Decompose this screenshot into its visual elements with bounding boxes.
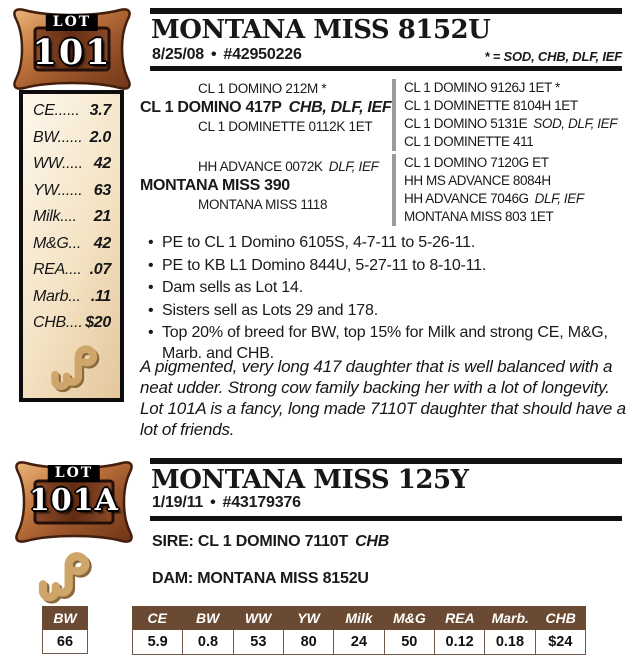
header-rule-top — [150, 8, 622, 14]
dam-label: DAM: — [152, 570, 198, 587]
stat-value: 63 — [93, 181, 111, 199]
sire-ancestors-group — [392, 79, 628, 151]
bullet-separator: • — [210, 46, 217, 63]
pedigree-gap — [140, 136, 390, 158]
stat-value: 42 — [93, 234, 111, 252]
epd-table — [132, 606, 586, 655]
epd-value-cell: 80 — [283, 630, 333, 654]
sale-notes-list — [148, 233, 622, 366]
sire-label: SIRE: — [152, 533, 198, 550]
stat-label: CHB.... — [33, 314, 83, 331]
stat-label: REA.... — [33, 261, 82, 278]
stat-row-chb — [33, 314, 111, 341]
trait-codes: CHB — [355, 533, 390, 550]
pedigree-ancestor: CL 1 DOMINO 9126J 1ET * — [404, 80, 560, 95]
lot-101a-badge — [8, 456, 140, 548]
stat-value: 2.0 — [89, 128, 111, 146]
lot1-date-registration — [152, 46, 302, 64]
stat-row-ww — [33, 155, 111, 182]
pedigree-parents-column — [140, 80, 390, 214]
stat-row-mg — [33, 235, 111, 262]
epd-header-cell: Milk — [334, 606, 384, 630]
lot-badge-label: LOT — [48, 465, 100, 482]
sale-note: • Dam sells as Lot 14. — [148, 278, 622, 299]
pedigree-ancestor: CL 1 DOMINO 7120G ET — [404, 155, 549, 170]
epd-header-cell: CE — [132, 606, 182, 630]
sale-note: • PE to KB L1 Domino 844U, 5-27-11 to 8-10-11. — [148, 256, 622, 277]
stat-value: .11 — [90, 287, 111, 305]
epd-value-cell: 0.12 — [434, 630, 484, 654]
bullet-icon: • — [148, 324, 154, 341]
sire-line — [152, 533, 389, 551]
stat-label: M&G... — [33, 234, 81, 252]
header-rule-bottom — [150, 516, 622, 521]
birth-date: 8/25/08 — [152, 46, 204, 63]
lot-badge-number: 101A — [29, 483, 119, 518]
stat-label: CE...... — [33, 102, 80, 119]
epd-value-cell: 50 — [384, 630, 434, 654]
stat-value: 21 — [93, 208, 111, 225]
stat-row-rea — [33, 261, 111, 288]
bullet-icon: • — [148, 256, 154, 274]
bullet-icon: • — [148, 279, 154, 296]
ranch-brand-icon — [45, 342, 105, 394]
epd-header-cell: REA — [435, 606, 485, 630]
trait-codes: DLF, IEF — [534, 191, 584, 206]
lot-badge-number: 101 — [32, 32, 112, 73]
pedigree-sire-dam: CL 1 DOMINETTE 0112K 1ET — [198, 119, 373, 134]
lot1-subline — [152, 46, 622, 64]
epd-value-row — [132, 630, 586, 655]
epd-value-cell: 0.18 — [484, 630, 534, 654]
pedigree-ancestor: HH MS ADVANCE 8084H — [404, 173, 551, 188]
stat-label: Milk.... — [33, 208, 77, 225]
pedigree-ancestor: CL 1 DOMINETTE 8104H 1ET — [404, 98, 578, 113]
lot1-title: MONTANA MISS 8152U — [151, 15, 491, 45]
stat-row-ce — [33, 102, 111, 129]
trait-codes: DLF, IEF — [328, 159, 379, 174]
lot-description: A pigmented, very long 417 daughter that is well balanced with a neat udder. Strong cow family backing her with a lot of longevity. Lot 101A is a fancy, long made 7110T daughter that should have a lot of friends. — [140, 357, 626, 439]
epd-header-cell: CHB — [536, 606, 586, 630]
birth-date: 1/19/11 — [152, 494, 204, 511]
registration-number: #43179376 — [222, 494, 301, 511]
epd-value-cell: 0.8 — [182, 630, 232, 654]
stat-row-marb — [33, 288, 111, 315]
stat-value: 42 — [93, 155, 111, 172]
sale-note: • Sisters sell as Lots 29 and 178. — [148, 301, 622, 322]
sale-note: • PE to CL 1 Domino 6105S, 4-7-11 to 5-26-11. — [148, 233, 622, 254]
stat-label: WW..... — [33, 155, 83, 172]
epd-value-cell: 5.9 — [133, 630, 182, 654]
dam-line — [152, 570, 369, 588]
pedigree-dam-dam: MONTANA MISS 1118 — [198, 197, 328, 212]
bullet-separator: • — [210, 494, 216, 511]
sire-name: CL 1 DOMINO 7110T — [197, 533, 349, 550]
stat-label: BW...... — [33, 128, 83, 146]
lot-badge-label: LOT — [46, 14, 98, 31]
epd-stats-list — [33, 102, 111, 341]
stat-label: YW...... — [33, 181, 83, 199]
epd-value-cell: 53 — [233, 630, 283, 654]
bullet-icon: • — [148, 301, 154, 319]
stat-label: Marb... — [33, 287, 81, 305]
registration-number: #42950226 — [223, 46, 302, 63]
epd-value-cell: $24 — [535, 630, 585, 654]
sale-note: • Top 20% of breed for BW, top 15% for Milk and strong CE, M&G, Marb. and CHB. — [148, 323, 622, 364]
epd-stats-sidebar — [19, 90, 124, 402]
bullet-icon: • — [148, 234, 154, 251]
bw-header-cell: BW — [42, 606, 88, 630]
pedigree-dam: MONTANA MISS 390 — [140, 177, 290, 194]
epd-value-cell: 24 — [333, 630, 383, 654]
pedigree-ancestor: MONTANA MISS 803 1ET — [404, 209, 554, 224]
trait-codes: CHB, DLF, IEF — [288, 99, 392, 116]
pedigree-ancestor: CL 1 DOMINETTE 411 — [404, 134, 534, 149]
stat-row-yw — [33, 182, 111, 209]
dam-name: MONTANA MISS 8152U — [197, 570, 369, 587]
lot2-date-registration — [152, 494, 301, 512]
lot2-subline — [152, 494, 622, 512]
asterisk-legend: * = SOD, CHB, DLF, IEF — [484, 49, 622, 64]
birth-weight-table — [42, 606, 88, 654]
dam-ancestors-group — [392, 154, 628, 226]
stat-value: 3.7 — [89, 102, 111, 119]
bw-value-cell: 66 — [42, 630, 88, 654]
epd-header-cell: Marb. — [485, 606, 535, 630]
pedigree-grandparents-column — [392, 79, 628, 226]
epd-header-cell: M&G — [384, 606, 434, 630]
epd-header-cell: YW — [283, 606, 333, 630]
pedigree-ancestor: HH ADVANCE 7046G DLF, IEF — [404, 191, 584, 206]
pedigree-sire: CL 1 DOMINO 417P CHB, DLF, IEF — [140, 99, 392, 116]
header-rule-bottom — [150, 66, 622, 71]
lot-101-badge — [6, 5, 138, 93]
stat-value: $20 — [85, 314, 111, 331]
trait-codes: SOD, DLF, IEF — [533, 116, 618, 131]
pedigree-ancestor: CL 1 DOMINO 5131E SOD, DLF, IEF — [404, 116, 618, 131]
lot2-title: MONTANA MISS 125Y — [151, 465, 469, 495]
pedigree-sire-sire: CL 1 DOMINO 212M * — [198, 81, 327, 96]
epd-header-row — [132, 606, 586, 630]
stat-value: .07 — [89, 261, 111, 278]
header-rule-top — [150, 458, 622, 464]
epd-header-cell: BW — [182, 606, 232, 630]
stat-row-milk — [33, 208, 111, 235]
pedigree-dam-sire: HH ADVANCE 0072K DLF, IEF — [198, 159, 379, 174]
ranch-brand-icon — [32, 548, 98, 606]
stat-row-bw — [33, 129, 111, 156]
epd-header-cell: WW — [233, 606, 283, 630]
